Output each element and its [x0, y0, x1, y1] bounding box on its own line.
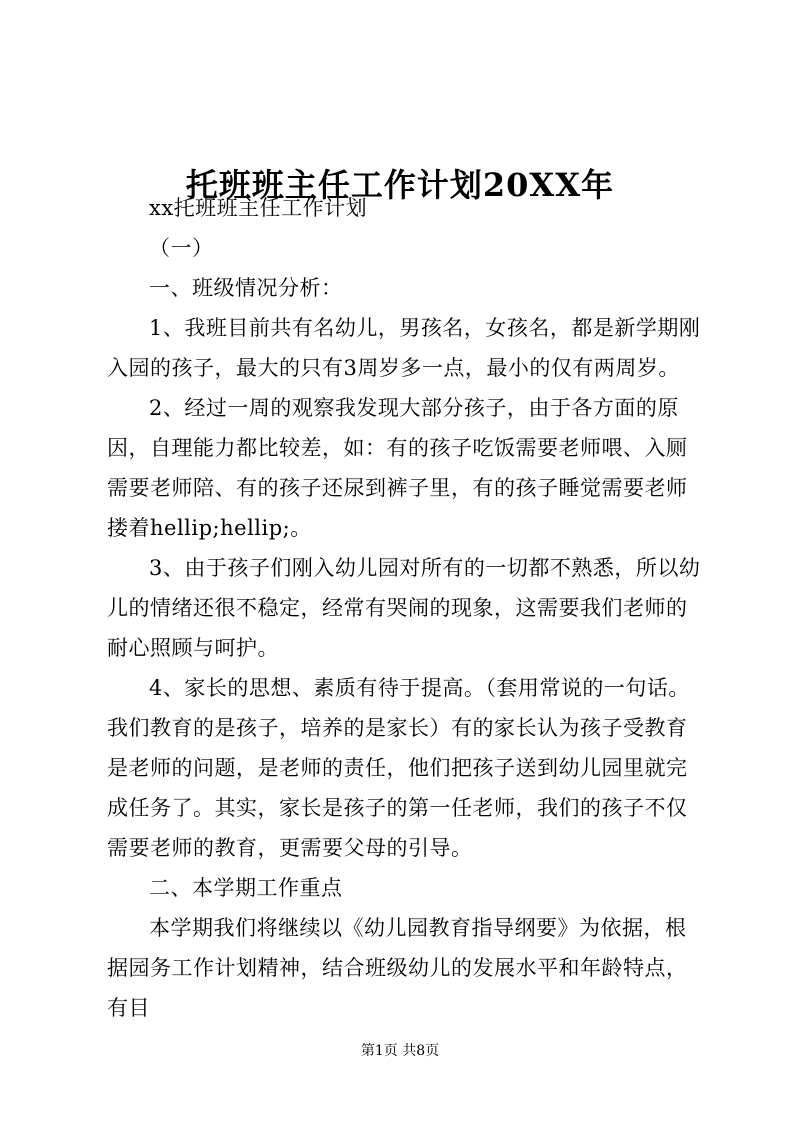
paragraph-item-3: 3、由于孩子们刚入幼儿园对所有的一切都不熟悉，所以幼儿的情绪还很不稳定，经常有哭闹的现象，这需要我们老师的耐心照顾与呵护。	[107, 556, 701, 660]
paragraph-item-1: 1、我班目前共有名幼儿，男孩名，女孩名，都是新学期刚入园的孩子，最大的只有3周岁多一点，最小的仅有两周岁。	[107, 316, 701, 380]
paragraph-work-focus-body: 本学期我们将继续以《幼儿园教育指导纲要》为依据，根据园务工作计划精神，结合班级幼儿的发展水平和年龄特点，有目	[107, 916, 688, 1020]
paragraph-section-number: （一）	[149, 236, 214, 260]
document-title: 托班班主任工作计划20XX年	[185, 166, 615, 205]
paragraph-item-4: 4、家长的思想、素质有待于提高。（套用常说的一句话。我们教育的是孩子，培养的是家长）有的家长认为孩子受教育是老师的问题，是老师的责任，他们把孩子送到幼儿园里就完成任务了。其实，家长是孩子的第一任老师，我们的孩子不仅需要老师的教育，更需要父母的引导。	[107, 676, 690, 860]
paragraph-heading-class-analysis: 一、班级情况分析：	[149, 276, 343, 300]
paragraph-subtitle: xx托班班主任工作计划	[149, 196, 368, 220]
paragraph-item-2: 2、经过一周的观察我发现大部分孩子，由于各方面的原因，自理能力都比较差，如：有的孩子吃饭需要老师喂、入厕需要老师陪、有的孩子还尿到裤子里，有的孩子睡觉需要老师搂着hellip;hellip;。	[107, 396, 688, 540]
document-body	[107, 188, 701, 1028]
page-footer: 第1页 共8页	[360, 1043, 440, 1059]
paragraph-heading-work-focus: 二、本学期工作重点	[149, 876, 343, 900]
